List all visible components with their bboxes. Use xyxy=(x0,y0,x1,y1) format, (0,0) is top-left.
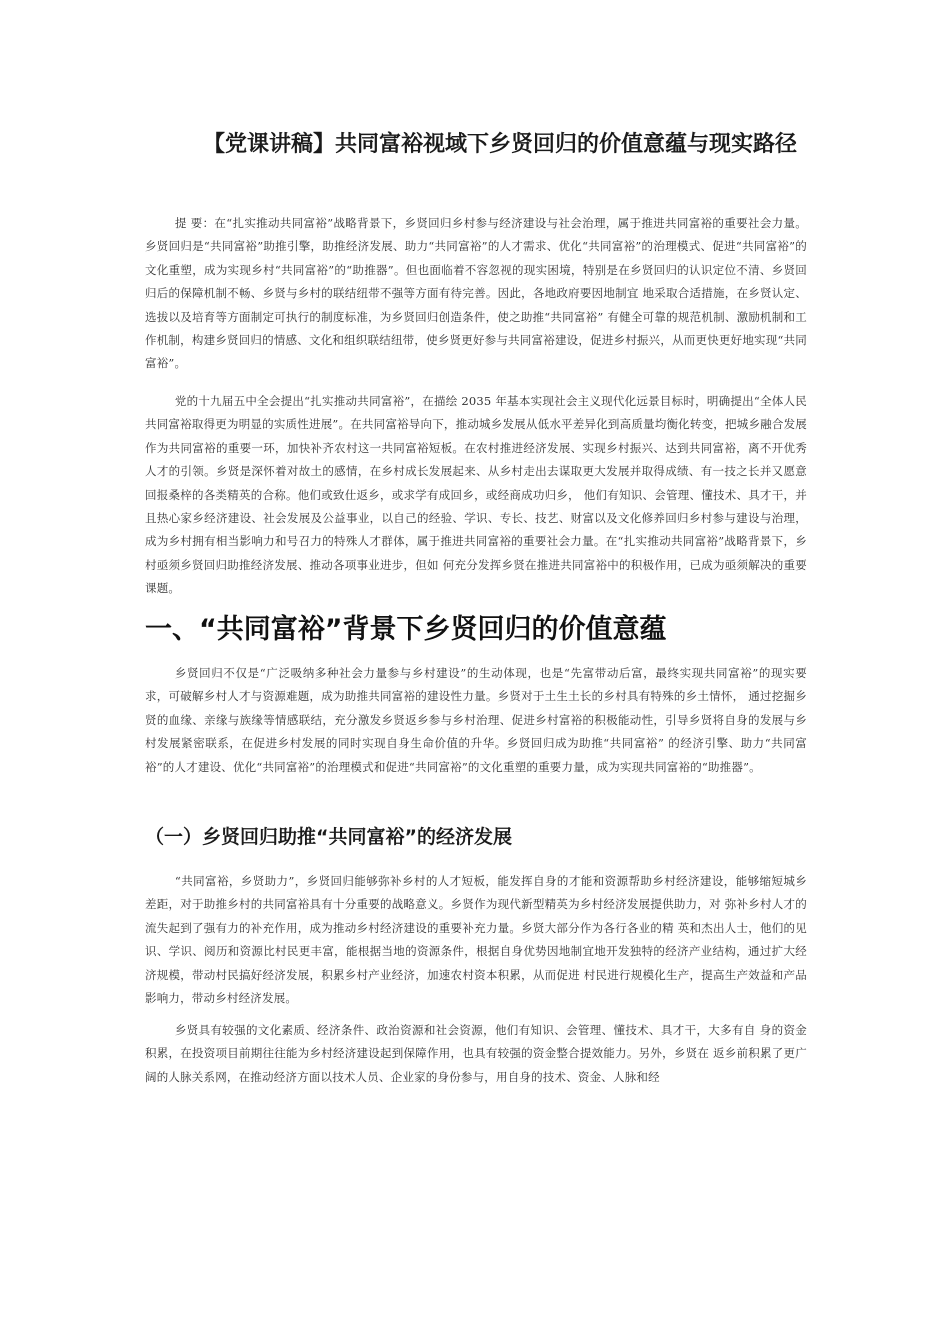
section-heading-1: 一、“共同富裕”背景下乡贤回归的价值意蕴 xyxy=(145,614,667,645)
document-title: 【党课讲稿】共同富裕视域下乡贤回归的价值意蕴与现实路径 xyxy=(202,132,797,157)
subsection-heading-1: （一）乡贤回归助推“共同富裕”的经济发展 xyxy=(145,826,512,848)
intro-paragraph: 党的十九届五中全会提出“扎实推动共同富裕”，在描绘 2035 年基本实现社会主义现代化远景目标时，明确提出“全体人民共同富裕取得更为明显的实质性进展”。在共同富裕导向下，推动城乡发展从低水平差异化到高质量均衡化转变，把城乡融合发展作为共同富裕的重要一环，加快补齐农村这一共同富裕短板。在农村推进经济发展、实现乡村振兴、达到共同富裕，离不开优秀人才的引领。乡贤是深怀着对故土的感情，在乡村成长发展起来、从乡村走出去谋取更大发展并取得成绩、有一技之长并又愿意回报桑梓的各类精英的合称。他们或致仕返乡，或求学有成回乡，或经商成功归乡， 他们有知识、会管理、懂技术、具才干，并且热心家乡经济建设、社会发展及公益事业，以自己的经验、学识、专长、技艺、财富以及文化修养回归乡村参与建设与治理，成为乡村拥有相当影响力和号召力的特殊人才群体，属于推进共同富裕的重要社会力量。在“扎实推动共同富裕”战略背景下，乡村亟须乡贤回归助推经济发展、推动各项事业进步，但如 何充分发挥乡贤在推进共同富裕中的积极作用，已成为亟须解决的重要课题。 xyxy=(145,394,807,596)
abstract-paragraph: 提 要：在“扎实推动共同富裕”战略背景下，乡贤回归乡村参与经济建设与社会治理，属于推进共同富裕的重要社会力量。乡贤回归是“共同富裕”助推引擎，助推经济发展、助力“共同富裕”的人才需求、优化“共同富裕”的治理模式、促进“共同富裕”的文化重塑，成为实现乡村“共同富裕”的“助推器”。但也面临着不容忽视的现实困境，特别是在乡贤回归的认识定位不清、乡贤回归后的保障机制不畅、乡贤与乡村的联结纽带不强等方面有待完善。因此，各地政府要因地制宜 地采取合适措施，在乡贤认定、选拔以及培育等方面制定可执行的制度标准，为乡贤回归创造条件，使之助推“共同富裕” 有健全可靠的规范机制、激励机制和工作机制，构建乡贤回归的情感、文化和组织联结纽带，使乡贤更好参与共同富裕建设，促进乡村振兴，从而更快更好地实现“共同富裕”。 xyxy=(145,216,807,371)
subsection-1-paragraph-1: “共同富裕，乡贤助力”，乡贤回归能够弥补乡村的人才短板，能发挥自身的才能和资源帮助乡村经济建设，能够缩短城乡差距，对于助推乡村的共同富裕具有十分重要的战略意义。乡贤作为现代新型精英为乡村经济发展提供助力，对 弥补乡村人才的流失起到了强有力的补充作用，成为推动乡村经济建设的重要补充力量。乡贤大部分作为各行各业的精 英和杰出人士，他们的见识、学识、阅历和资源比村民更丰富，能根据当地的资源条件，根据自身优势因地制宜地开发独特的经济产业结构，通过扩大经济规模，带动村民搞好经济发展，积累乡村产业经济，加速农村资本积累，从而促进 村民进行规模化生产，提高生产效益和产品影响力，带动乡村经济发展。 xyxy=(145,874,807,1006)
section-1-paragraph: 乡贤回归不仅是“广泛吸纳多种社会力量参与乡村建设”的生动体现，也是“先富带动后富，最终实现共同富裕”的现实要求，可破解乡村人才与资源难题，成为助推共同富裕的建设性力量。乡贤对于土生土长的乡村具有特殊的乡土情怀， 通过挖掘乡贤的血缘、亲缘与族缘等情感联结，充分激发乡贤返乡参与乡村治理、促进乡村富裕的积极能动性，引导乡贤将自身的发展与乡村发展紧密联系，在促进乡村发展的同时实现自身生命价值的升华。乡贤回归成为助推“共同富裕” 的经济引擎、助力“共同富裕”的人才建设、优化“共同富裕”的治理模式和促进“共同富裕”的文化重塑的重要力量，成为实现共同富裕的“助推器”。 xyxy=(145,666,807,774)
subsection-1-paragraph-2: 乡贤具有较强的文化素质、经济条件、政治资源和社会资源，他们有知识、会管理、懂技术、具才干，大多有自 身的资金积累，在投资项目前期往往能为乡村经济建设起到保障作用，也具有较强的资金整合提效能力。另外，乡贤在 返乡前积累了更广阔的人脉关系网，在推动经济方面以技术人员、企业家的身份参与，用自身的技术、资金、人脉和经 xyxy=(145,1023,807,1084)
